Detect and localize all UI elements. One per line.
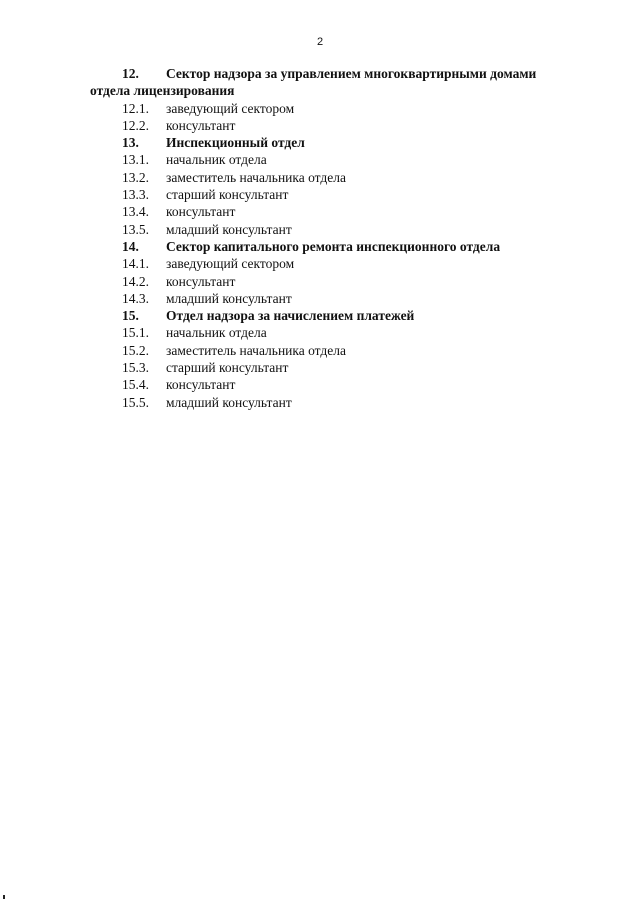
- item-text: младший консультант: [166, 394, 292, 410]
- item-text: заместитель начальника отдела: [166, 342, 346, 358]
- item-number: 13.4.: [122, 204, 149, 220]
- list-item: [90, 255, 590, 272]
- item-text: консультант: [166, 377, 236, 393]
- item-number: 14.3.: [122, 290, 149, 306]
- list-item: [90, 359, 590, 376]
- section-title-continued: отдела лицензирования: [90, 83, 235, 99]
- list-item: [90, 376, 590, 393]
- section-title: Инспекционный отдел: [166, 135, 305, 151]
- list-item: [90, 221, 590, 238]
- list-item: [90, 169, 590, 186]
- item-number: 14.1.: [122, 256, 149, 272]
- item-text: младший консультант: [166, 221, 292, 237]
- section-heading-12-continued: [90, 82, 590, 99]
- list-item: [90, 324, 590, 341]
- item-text: младший консультант: [166, 290, 292, 306]
- item-text: начальник отдела: [166, 152, 267, 168]
- item-number: 15.4.: [122, 377, 149, 393]
- section-heading-15: [90, 307, 590, 324]
- item-number: 15.3.: [122, 360, 149, 376]
- list-item: [90, 273, 590, 290]
- item-text: старший консультант: [166, 187, 289, 203]
- item-number: 15.1.: [122, 325, 149, 341]
- item-number: 15.5.: [122, 394, 149, 410]
- section-number: 15.: [122, 308, 139, 324]
- scan-artifact-mark: [3, 895, 5, 899]
- item-text: консультант: [166, 117, 236, 133]
- item-number: 13.5.: [122, 221, 149, 237]
- item-number: 13.1.: [122, 152, 149, 168]
- item-number: 12.1.: [122, 100, 149, 116]
- item-text: начальник отдела: [166, 325, 267, 341]
- item-number: 12.2.: [122, 117, 149, 133]
- section-heading-12: [90, 65, 590, 82]
- list-item: [90, 290, 590, 307]
- item-number: 15.2.: [122, 342, 149, 358]
- section-title: Сектор надзора за управлением многоквартирными домами: [166, 66, 537, 81]
- item-number: 13.3.: [122, 187, 149, 203]
- list-item: [90, 203, 590, 220]
- list-item: [90, 394, 590, 411]
- page-number: 2: [316, 36, 324, 48]
- item-number: 14.2.: [122, 273, 149, 289]
- section-heading-13: [90, 134, 590, 151]
- item-number: 13.2.: [122, 169, 149, 185]
- item-text: консультант: [166, 273, 236, 289]
- item-text: консультант: [166, 204, 236, 220]
- list-item: [90, 117, 590, 134]
- list-item: [90, 151, 590, 168]
- section-title: Отдел надзора за начислением платежей: [166, 308, 415, 324]
- list-item: [90, 186, 590, 203]
- item-text: старший консультант: [166, 360, 289, 376]
- section-title: Сектор капитального ремонта инспекционного отдела: [166, 238, 501, 254]
- item-text: заместитель начальника отдела: [166, 169, 346, 185]
- staff-list: [90, 65, 590, 411]
- section-heading-14: [90, 238, 590, 255]
- section-number: 14.: [122, 238, 139, 254]
- item-text: заведующий сектором: [166, 100, 295, 116]
- section-number: 12.: [122, 66, 139, 81]
- section-number: 13.: [122, 135, 139, 151]
- list-item: [90, 342, 590, 359]
- item-text: заведующий сектором: [166, 256, 295, 272]
- list-item: [90, 100, 590, 117]
